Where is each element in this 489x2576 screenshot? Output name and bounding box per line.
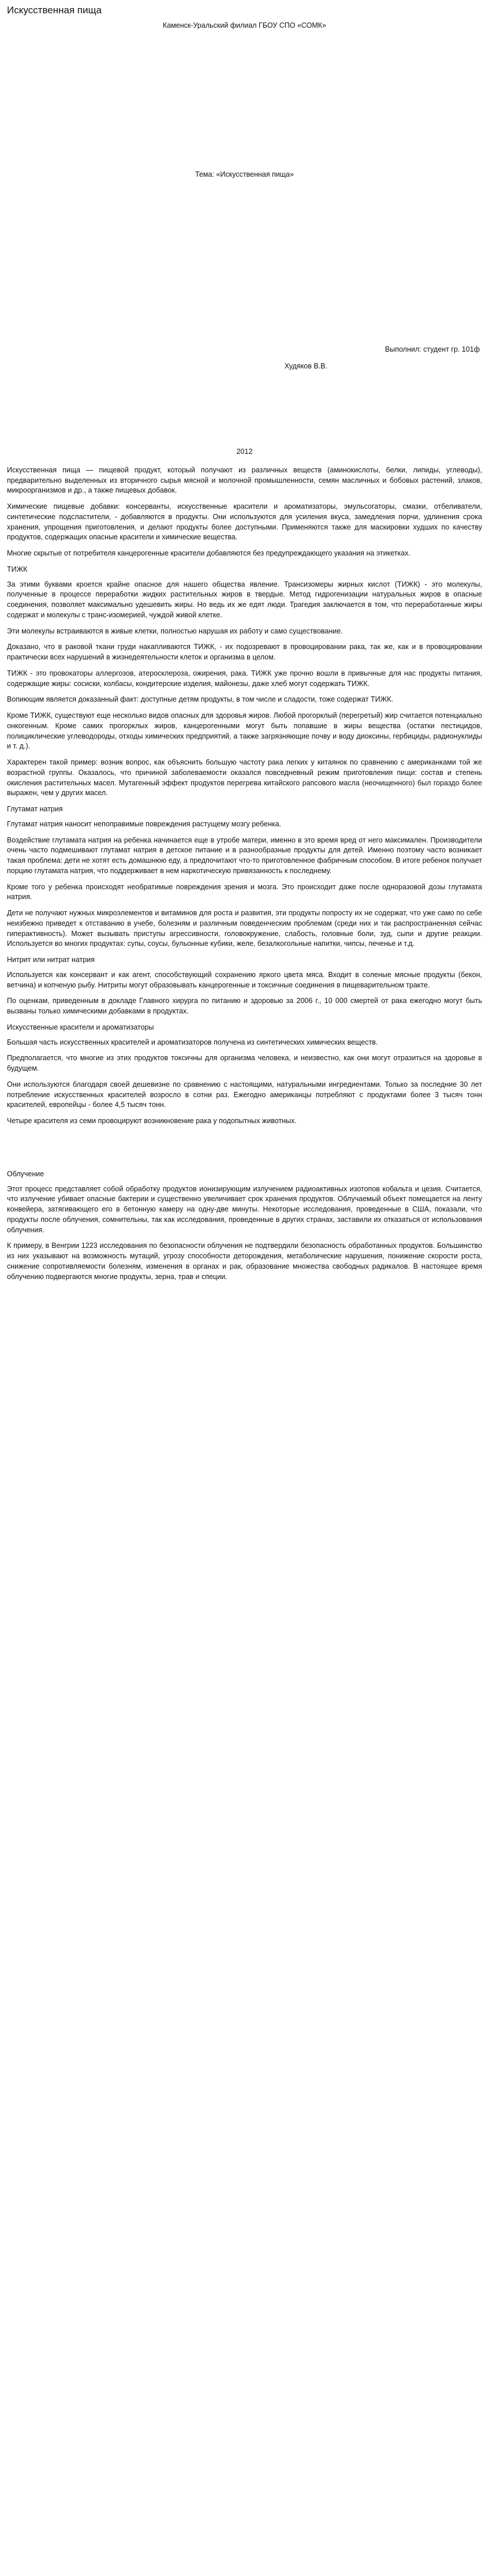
organization-name: Каменск-Уральский филиал ГБОУ СПО «СОМК» (162, 21, 327, 30)
paragraph: Дети не получают нужных микроэлементов и витаминов для роста и развития, эти продукты попросту их не содержат, что уже само по себе неизбежно приведет к отставанию в учебе, болезням и различным поведенческим проблемам (среди них и так распространенная сейчас гиперактивность). Может вызывать приступы агрессивности, головокружение, слабость, головные боли, зуд, сыпи и другие реакции. Используется во многих продуктах: супы, соусы, бульонные кубики, желе, безалкогольные напитки, чипсы, печенье и т.д. (7, 909, 482, 948)
section-heading: Облучение (7, 1169, 44, 1178)
paragraph: Многие скрытые от потребителя канцерогенные красители добавляются без предупреждающего указания на этикетках. (7, 549, 410, 558)
paragraph: Большая часть искусственных красителей и ароматизаторов получена из синтетических химических веществ. (7, 1038, 378, 1046)
paragraph: Глутамат натрия наносит непоправимые повреждения растущему мозгу ребенка. (7, 819, 282, 828)
author-line: Выполнил: студент гр. 101ф (385, 345, 480, 353)
paragraph: Химические пищевые добавки: консерванты, искусственные красители и ароматизаторы, эмульсогаторы, смазки, отбеливатели, синтетические подсластители, - добавляются в продукты. Они используются для усиления вкуса, замедления порчи, удлинения срока хранения, упрощения приготовления, и делают продукты более доступными. Применяются также для маскировки худших по качеству продуктов, содержащих опасные красители и химические вещества. (7, 502, 482, 542)
section-heading: Искусственные красители и ароматизаторы (7, 1023, 154, 1031)
paragraph: По оценкам, приведенным в докладе Главного хирурга по питанию и здоровью за 2006 г., 10 000 смертей от рака ежегодно могут быть вызваны только химическими добавками в продуктах. (7, 997, 482, 1016)
year: 2012 (236, 448, 253, 456)
section-heading: Нитрит или нитрат натрия (7, 956, 95, 964)
paragraph: К примеру, в Венгрии 1223 исследования по безопасности облучения не подтвердили безопасность обработанных продуктов. Большинство из них указывают на возможность мутаций, угрозу способности деторождения, метаболические нарушения, понижение скорости роста, снижение сопротивляемости болезням, изменения в органах и рак, образование множества свободных радикалов. В настоящее время облучению подвергаются многие продукты, зерна, трав и специи. (7, 1242, 482, 1281)
paragraph: Искусственная пища — пищевой продукт, который получают из различных веществ (аминокислоты, белки, липиды, углеводы), предварительно выделенных из вторичного сырья мясной и молочной промышленности, семян масличных и бобовых растений, злаков, микроорганизмов и др., а также пищевых добавок. (7, 465, 482, 495)
paragraph: Кроме того у ребенка происходят необратимые повреждения зрения и мозга. Это происходит даже после одноразовой дозы глутамата натрия. (7, 882, 482, 901)
paragraph: Вопиющим является доказанный факт: доступные детям продукты, в том числе и сладости, тоже содержат ТИЖК. (7, 695, 393, 704)
paragraph: Они используются благодаря своей дешевизне по сравнению с настоящими, натуральными ингредиентами. Только за последние 30 лет потребление искусственных красителей возросло в сотни раз. Ежегодно американцы потребляют с продуктами более 3 тысяч тонн красителей, европейцы - более 4,5 тысяч тонн. (7, 1080, 482, 1109)
paragraph: Характерен такой пример: возник вопрос, как объяснить большую частоту рака легких у китаянок по сравнению с американками той же возрастной группы. Оказалось, что причиной заболеваемости оказался повседневный режим приготовления пищи: состав и степень окисления растительных масел. Мутагенный эффект продуктов перегрева китайского рапсового масла (неочищенного) был гораздо более выражен, чем у других масел. (7, 758, 482, 797)
paragraph: Этот процесс представляет собой обработку продуктов ионизирующим излучением радиоактивных изотопов кобальта и цезия. Считается, что излучение убивает опасные бактерии и существенно увеличивает срок хранения продуктов. Облучаемый объект помещается на ленту конвейера, затягивающего его в бетонную камеру на одну-две минуты. Некоторые исследования, проведенные в США, показали, что продукты после облучения, сомнительны, так как исследования, проведенные в других странах, заставили их отказаться от использования облучения. (7, 1184, 482, 1234)
author-name: Худяков В.В. (284, 362, 327, 371)
document-title: Искусственная пища (7, 5, 102, 16)
document-body (7, 465, 482, 1283)
topic-line: Тема: «Искусственная пища» (195, 170, 294, 178)
paragraph: Кроме ТИЖК, существуют еще несколько видов опасных для здоровья жиров. Любой прогорклый (перегретый) жир считается потенциально онкогенным. Кроме самих прогорклых жиров, канцерогенными могут быть попавшие в жиры вещества (остатки пестицидов, полициклические углеводороды, отходы химических предприятий, а также загрязняющие почву и воду диоксины, гербициды, радионуклиды и т. д.). (7, 711, 482, 751)
paragraph: Используется как консервант и как агент, способствующий сохранению яркого цвета мяса. Входит в соленые мясные продукты (бекон, ветчина) и копченую рыбу. Нитриты могут образовывать канцерогенные и токсичные соединения в пищеварительном тракте. (7, 970, 482, 989)
paragraph: Воздействие глутамата натрия на ребенка начинается еще в утробе матери, именно в это время вред от него максимален. Производители очень часто подмешивают глутамат натрия в детское питание и в разнообразные продукты для детей. Именно поэтому часто возникает такая проблема: дети не хотят есть домашнюю еду, а предпочитают что-то приготовленное фабричным способом. В итоге ребенок получает порцию глутамата натрия, что поддерживает в нем наркотическую привязанность к последнему. (7, 836, 482, 875)
section-heading: Глутамат натрия (7, 805, 63, 814)
paragraph: Предполагается, что многие из этих продуктов токсичны для организма человека, и неизвестно, как они могут отразиться на здоровье в будущем. (7, 1054, 482, 1073)
paragraph: Эти молекулы встраиваются в живые клетки, полностью нарушая их работу и само существование. (7, 627, 343, 635)
section-gap (7, 1132, 482, 1168)
paragraph: Четыре красителя из семи провоцируют возникновение рака у подопытных животных. (7, 1117, 297, 1125)
paragraph: За этими буквами кроется крайне опасное для нашего общества явление. Трансизомеры жирных кислот (ТИЖК) - это молекулы, полученные в процессе переработки жидких растительных жиров в твердые. Метод гидрогенизации натуральных жиров в опасные соединения, позволяет максимально удешевить жиры. Но ведь их же едят люди. Трагедия заключается в том, что переработанные жиры содержат и молекулы с транс-изомерией, чуждой живой клетке. (7, 580, 482, 619)
section-heading: ТИЖК (7, 565, 28, 573)
paragraph: ТИЖК - это провокаторы аллергозов, атеросклероза, ожирения, рака. ТИЖК уже прочно вошли в привычные для нас продукты питания, содержащие жиры: сосиски, колбасы, кондитерские изделия, майонезы, даже хлеб могут содержать ТИЖК. (7, 669, 482, 688)
paragraph: Доказано, что в раковой ткани груди накапливаются ТИЖК, - их подозревают в провоцировании рака, так же, как и в провоцировании практически всех нарушений в жизнедеятельности клеток и организма в целом. (7, 643, 482, 662)
